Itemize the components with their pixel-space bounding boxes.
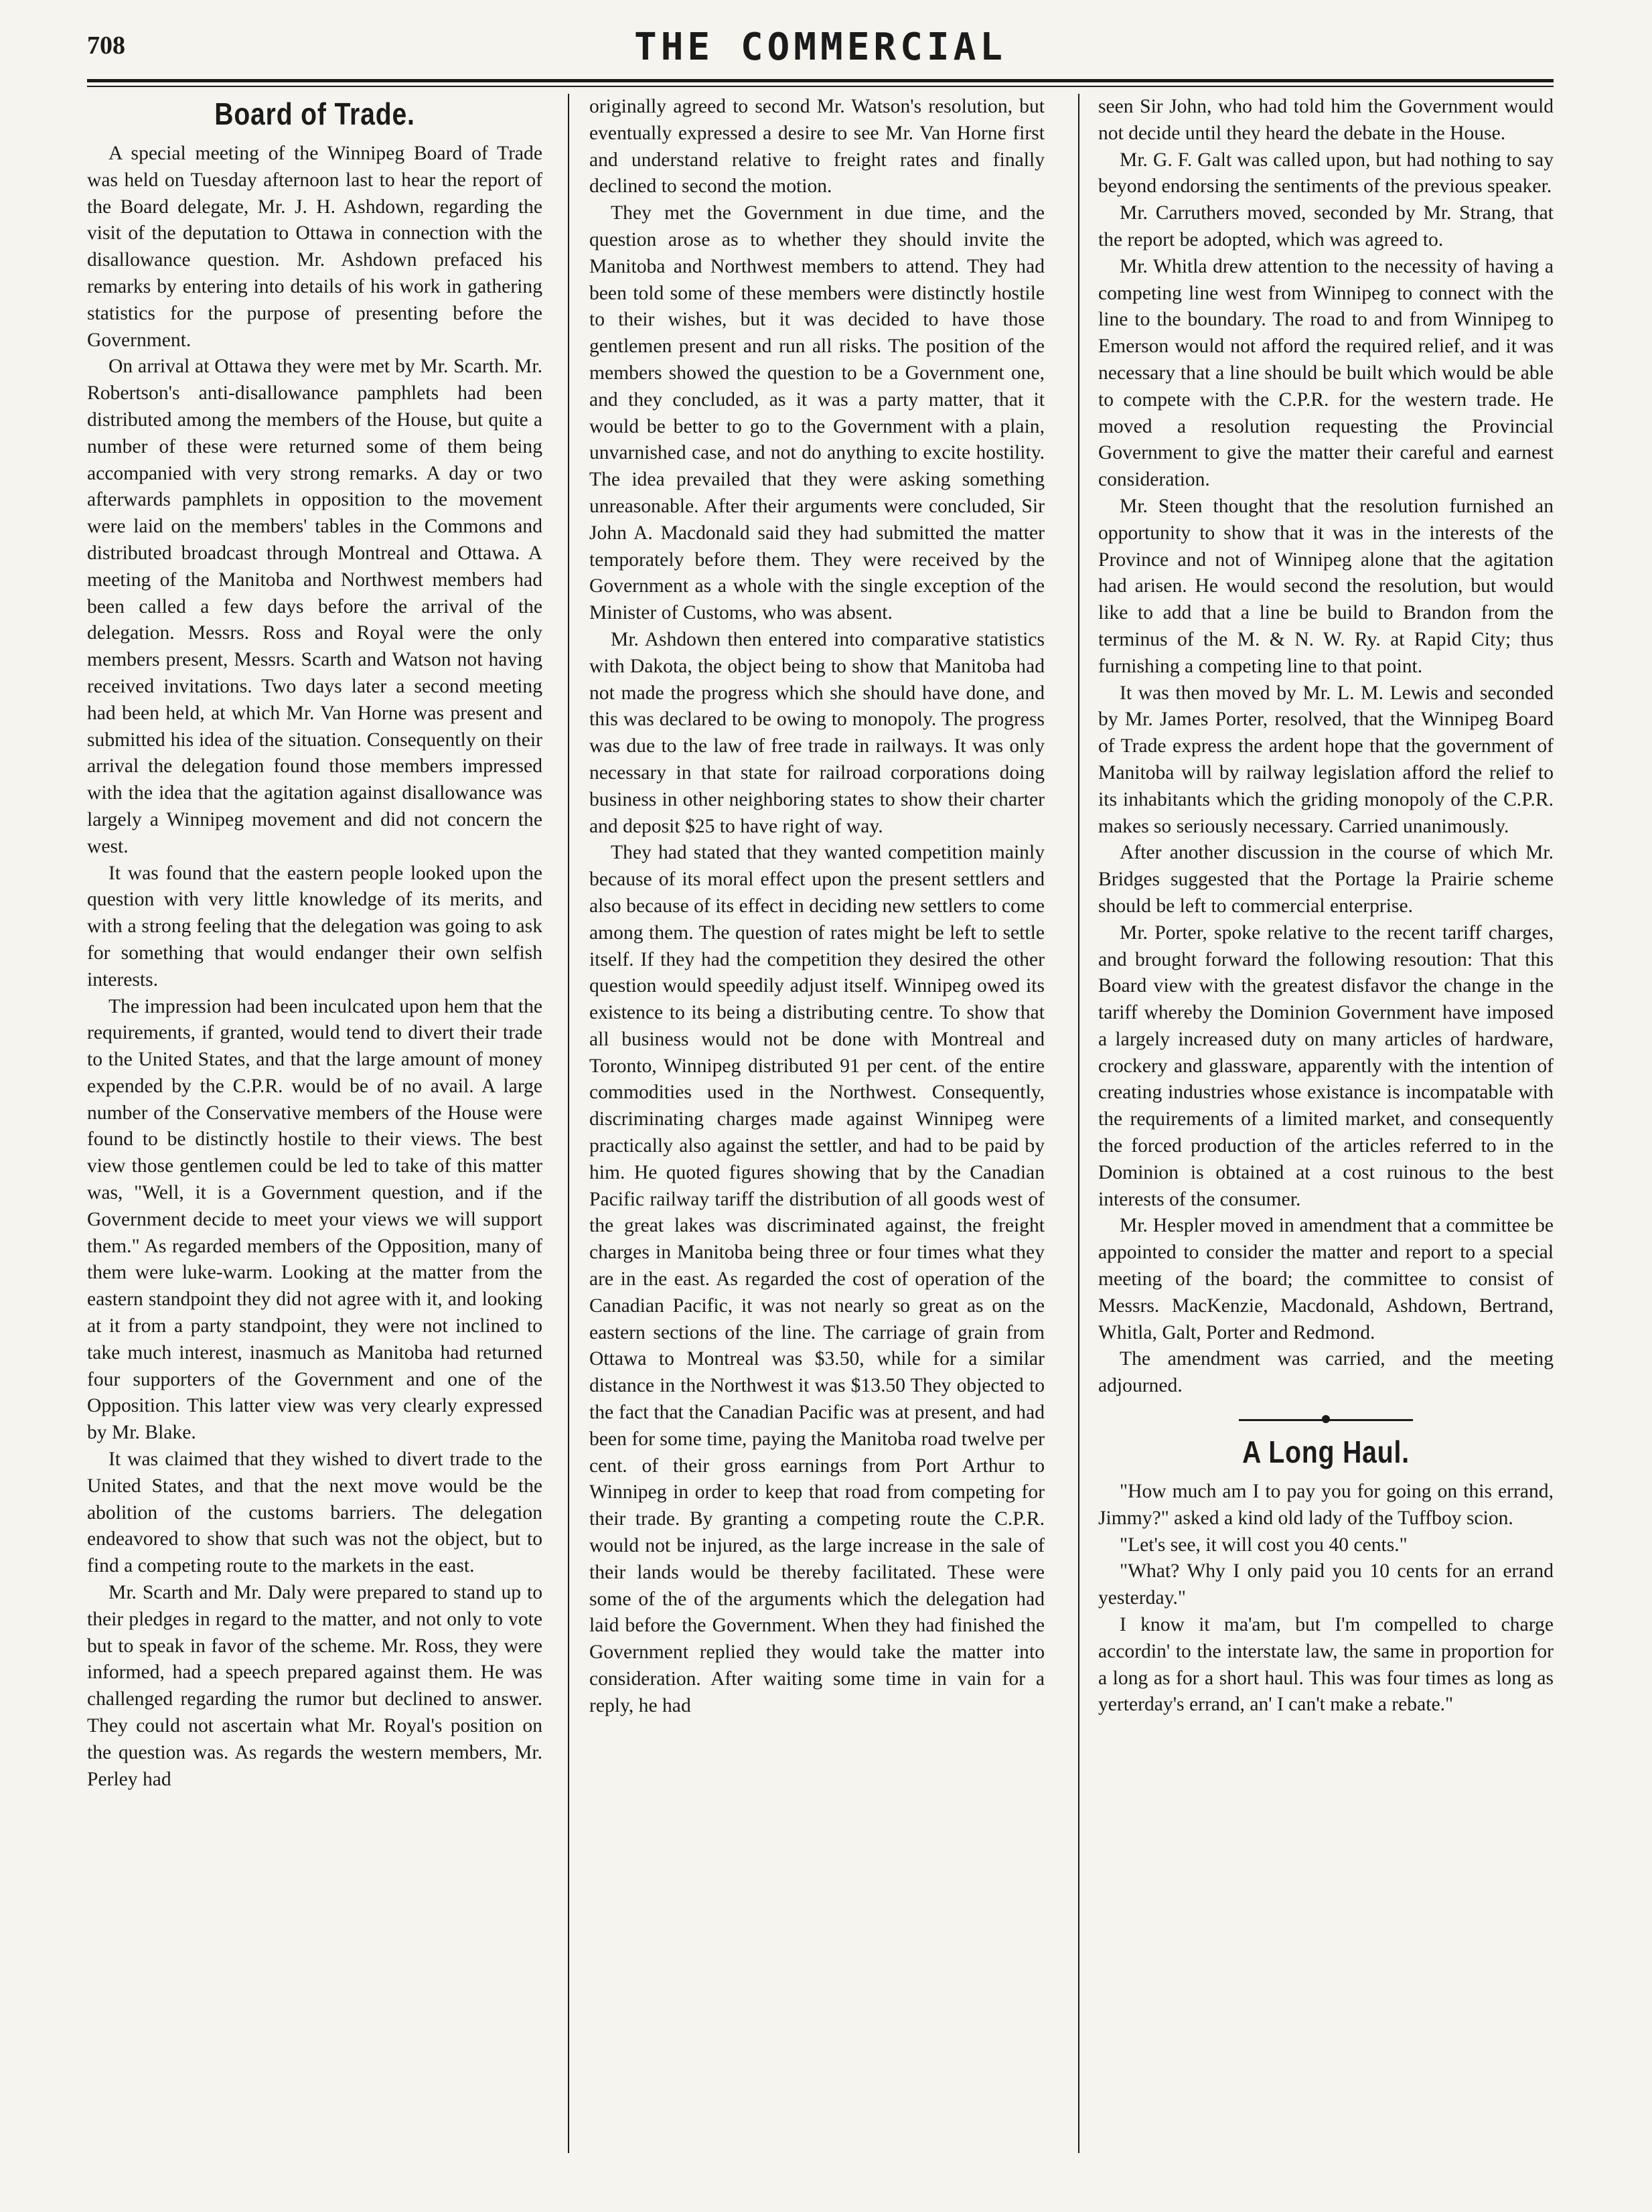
paragraph: Mr. G. F. Galt was called upon, but had nothing to say beyond endorsing the sentiments of the previous speaker. <box>1098 149 1554 198</box>
article-columns <box>87 94 1554 2153</box>
paragraph: originally agreed to second Mr. Watson's resolution, but eventually expressed a desire to see Mr. Van Horne first and understand relative to freight rates and finally declined to second the motion. <box>589 96 1045 198</box>
page-number: 708 <box>87 31 125 60</box>
paragraph: A special meeting of the Winnipeg Board of Trade was held on Tuesday afternoon last to hear the report of the Board delegate, Mr. J. H. Ashdown, regarding the visit of the deputation to Ottawa in connection with the disallowance question. Mr. Ashdown prefaced his remarks by entering into details of his work in gathering statistics for the purpose of presenting before the Government. <box>87 143 542 351</box>
paragraph: The amendment was carried, and the meeting adjourned. <box>1098 1348 1554 1397</box>
paragraph: They had stated that they wanted competition mainly because of its moral effect upon the present settlers and also because of its effect in deciding new settlers to come among them. The question of rates might be left to settle itself. If they had the competition they desired the other question would speedily adjust itself. Winnipeg owed its existence to its being a distributing centre. To show that all business would not be done with Montreal and Toronto, Winnipeg distributed 91 per cent. of the entire commodities used in the Northwest. Consequently, discriminating charges made against Winnipeg were practically also against the settler, and had to be paid by him. He quoted figures showing that by the Canadian Pacific railway tariff the distribution of all goods west of the great lakes was discriminated against, the freight charges in Manitoba being three or four times what they are in the east. As regarded the cost of operation of the Canadian Pacific, it was not nearly so great as on the eastern sections of the line. The carriage of grain from Ottawa to Montreal was $3.50, while for a similar distance in the Northwest it was $13.50 They objected to the fact that the Canadian Pacific was at present, and had been for some time, paying the Manitoba road twelve per cent. of their gross earnings from Port Arthur to Winnipeg in order to keep that road from competing for their trade. By granting a competing route the C.P.R. would not be injured, as the large increase in the sale of their lands would be thereby facilitated. These were some of the of the arguments which the delegation had laid before the Government. When they had finished the Government replied they would take the matter into consideration. After waiting some time in vain for a reply, he had <box>589 842 1045 1716</box>
article-heading-a-long-haul: A Long Haul. <box>1242 1434 1410 1470</box>
section-ornament <box>1239 1414 1413 1425</box>
paragraph: "How much am I to pay you for going on this errand, Jimmy?" asked a kind old lady of the Tuffboy scion. <box>1098 1481 1554 1529</box>
paragraph: "What? Why I only paid you 10 cents for an errand yesterday." <box>1098 1560 1554 1609</box>
column-1 <box>87 94 542 2153</box>
paragraph: They met the Government in due time, and the question arose as to whether they should invite the Manitoba and Northwest members to attend. They had been told some of these members were distinctly hostile to their wishes, but it was decided to have those gentlemen present and run all risks. The position of the members showed the question to be a Government one, and they concluded, as it was a party matter, that it would be better to go to the Government with a plain, unvarnished case, and not do anything to excite hostility. The idea prevailed that they were asking something unreasonable. After their arguments were concluded, Sir John A. Macdonald said they had submitted the matter temporately before them. They were received by the Government as a whole with the single exception of the Minister of Customs, who was absent. <box>589 202 1045 624</box>
paragraph: Mr. Hespler moved in amendment that a committee be appointed to consider the matter and report to a special meeting of the board; the committee to consist of Messrs. MacKenzie, Macdonald, Ashdown, Bertrand, Whitla, Galt, Porter and Redmond. <box>1098 1215 1554 1343</box>
column-2 <box>589 94 1045 2153</box>
paragraph: On arrival at Ottawa they were met by Mr. Scarth. Mr. Robertson's anti-disallowance pamphlets had been distributed among the members of the House, but quite a number of these were returned some of them being accompanied with very strong remarks. A day or two afterwards pamphlets in opposition to the movement were laid on the members' tables in the Commons and distributed broadcast through Montreal and Ottawa. A meeting of the Manitoba and Northwest members had been called a few days before the arrival of the delegation. Messrs. Ross and Royal were the only members present, Messrs. Scarth and Watson not having received invitations. Two days later a second meeting had been held, at which Mr. Van Horne was present and submitted his idea of the situation. Consequently on their arrival the delegation found those members impressed with the idea that the agitation against disallowance was largely a Winnipeg movement and did not concern the west. <box>87 356 542 857</box>
paragraph: Mr. Scarth and Mr. Daly were prepared to stand up to their pledges in regard to the matter, and not only to vote but to speak in favor of the scheme. Mr. Ross, they were informed, had a speech prepared against them. He was challenged regarding the rumor but declined to answer. They could not ascertain what Mr. Royal's position on the question was. As regards the western members, Mr. Perley had <box>87 1582 542 1790</box>
paragraph: Mr. Whitla drew attention to the necessity of having a competing line west from Winnipeg to connect with the line to the boundary. The road to and from Winnipeg to Emerson would not afford the required relief, and it was necessary that a line should be built which would be able to compete with the C.P.R. for the western trade. He moved a resolution requesting the Provincial Government to give the matter their careful and earnest consideration. <box>1098 255 1554 491</box>
paragraph: seen Sir John, who had told him the Government would not decide until they heard the debate in the House. <box>1098 96 1554 144</box>
article-heading-board-of-trade: Board of Trade. <box>214 96 415 131</box>
column-divider <box>1078 94 1079 2153</box>
masthead: THE COMMERCIAL <box>633 25 1006 69</box>
column-divider <box>568 94 569 2153</box>
page-header <box>87 25 1554 79</box>
header-rule-thin <box>87 86 1554 87</box>
column-3 <box>1098 94 1554 2153</box>
paragraph: "Let's see, it will cost you 40 cents." <box>1120 1534 1408 1556</box>
paragraph: Mr. Carruthers moved, seconded by Mr. Strang, that the report be adopted, which was agreed to. <box>1098 202 1554 250</box>
paragraph: Mr. Steen thought that the resolution furnished an opportunity to show that it was in the interests of the Province and not of Winnipeg alone that the agitation had arisen. He would second the resolution, but would like to add that a line be build to Brandon from the terminus of the M. & N. W. Ry. at Rapid City; thus furnishing a competing line to that point. <box>1098 495 1554 677</box>
paragraph: After another discussion in the course of which Mr. Bridges suggested that the Portage la Prairie scheme should be left to commercial enterprise. <box>1098 842 1554 917</box>
paragraph: It was claimed that they wished to divert trade to the United States, and that the next move would be the abolition of the customs barriers. The delegation endeavored to show that such was not the object, but to find a competing route to the markets in the east. <box>87 1449 542 1577</box>
header-rule <box>87 79 1554 82</box>
paragraph: Mr. Ashdown then entered into comparative statistics with Dakota, the object being to show that Manitoba had not made the progress which she should have done, and this was declared to be owing to monopoly. The progress was due to the law of free trade in railways. It was only necessary in that state for railroad corporations doing business in other neighboring states to show their charter and deposit $25 to have right of way. <box>589 628 1045 837</box>
paragraph: It was then moved by Mr. L. M. Lewis and seconded by Mr. James Porter, resolved, that the Winnipeg Board of Trade express the ardent hope that the government of Manitoba will by railway legislation afford the relief to its inhabitants which the griding monopoly of the C.P.R. makes so seriously necessary. Carried unanimously. <box>1098 682 1554 837</box>
paragraph: Mr. Porter, spoke relative to the recent tariff charges, and brought forward the following resoution: That this Board view with the greatest disfavor the change in the tariff whereby the Dominion Government have imposed a largely increased duty on many articles of hardware, crockery and glassware, apparently with the intention of creating industries whose existance is incompatable with the requirements of a limited market, and consequently the forced production of the articles referred to in the Dominion is obtained at a cost ruinous to the best interests of the consumer. <box>1098 921 1554 1210</box>
paragraph: I know it ma'am, but I'm compelled to charge accordin' to the interstate law, the same in proportion for a long as for a short haul. This was four times as long as yerterday's errand, an' I can't make a rebate." <box>1098 1614 1554 1716</box>
paragraph: The impression had been inculcated upon hem that the requirements, if granted, would tend to divert their trade to the United States, and that the large amount of money expended by the C.P.R. would be of no avail. A large number of the Conservative members of the House were found to be distinctly hostile to their views. The best view those gentlemen could be led to take of this matter was, "Well, it is a Government question, and if the Government decide to meet your views we will support them." As regarded members of the Opposition, many of them were luke-warm. Looking at the matter from the eastern standpoint they did not agree with it, and looking at it from a party standpoint, they were not inclined to take much interest, inasmuch as Manitoba had returned four supporters of the Government and one of the Opposition. This latter view was very clearly expressed by Mr. Blake. <box>87 995 542 1444</box>
paragraph: It was found that the eastern people looked upon the question with very little knowledge of its merits, and with a strong feeling that the delegation was going to ask for something that would endanger their own selfish interests. <box>87 862 542 990</box>
